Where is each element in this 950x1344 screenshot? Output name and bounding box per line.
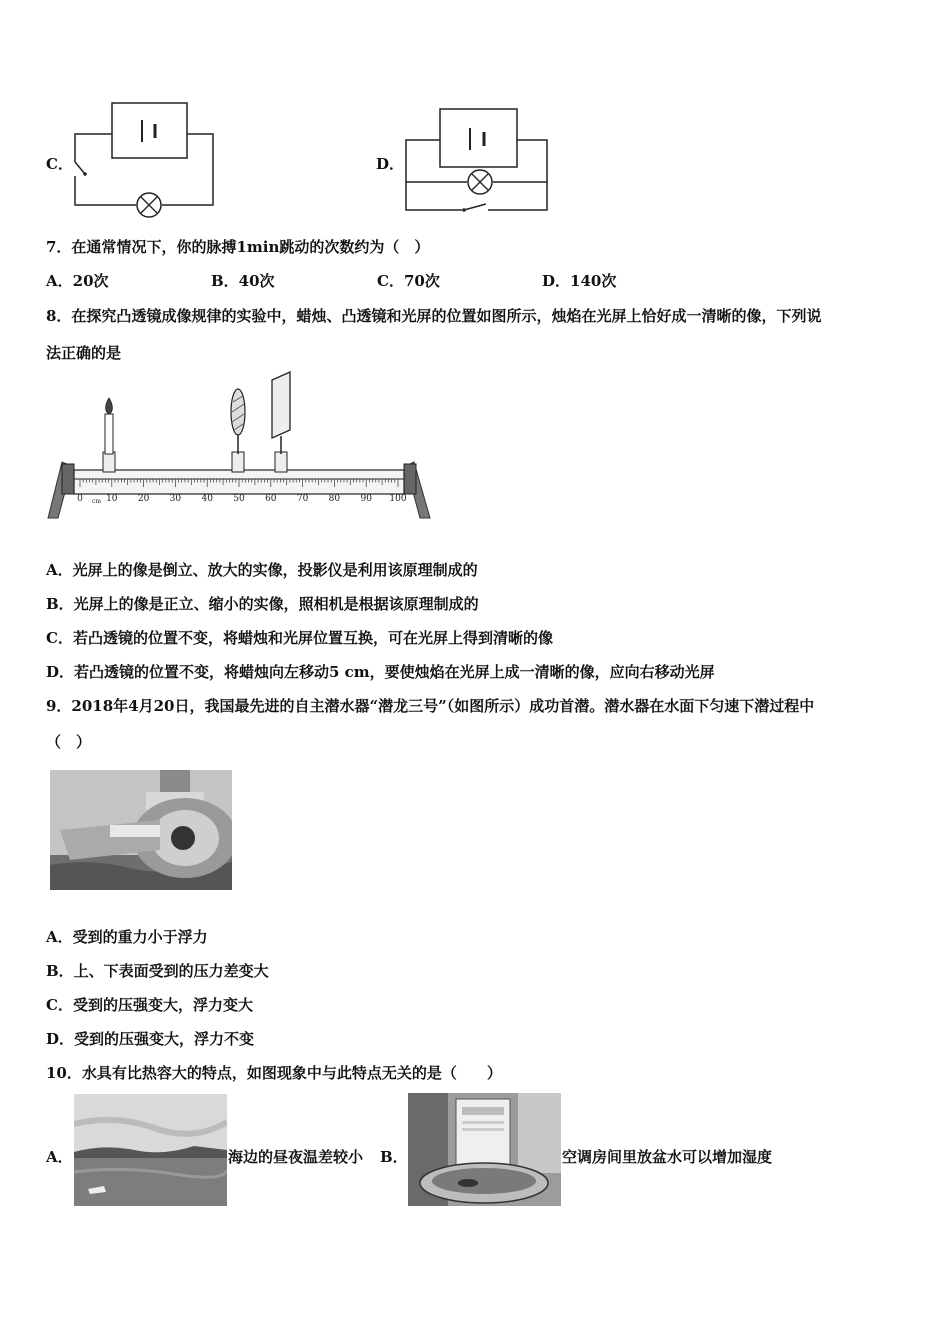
submersible-photo: [50, 770, 232, 890]
seaside-photo: [74, 1094, 227, 1206]
ruler-tick-label: 60: [265, 494, 277, 504]
ruler-tick-label: 50: [233, 494, 245, 504]
circuit-diagram-d: [400, 106, 552, 218]
ruler-tick-label: 0: [77, 494, 83, 504]
ruler-tick-label: 100: [389, 494, 407, 504]
ruler-tick-label: 80: [328, 494, 341, 504]
ruler-tick-label: 90: [360, 494, 372, 504]
ruler-unit-label: cm: [92, 498, 102, 505]
q6-option-c-label: C．: [46, 155, 73, 173]
optical-bench-diagram: [44, 370, 436, 522]
q8-option-d: D．若凸透镜的位置不变，将蜡烛向左移动5 cm，要使烛焰在光屏上成一清晰的像，应向右移动光屏: [46, 663, 715, 681]
q9-option-d: D．受到的压强变大，浮力不变: [46, 1030, 255, 1048]
q9-option-b: B．上、下表面受到的压力差变大: [46, 962, 269, 980]
ruler-tick-label: 30: [169, 494, 182, 504]
q7-option-a: A．20次: [46, 272, 109, 290]
q8-stem-line2: 法正确的是: [46, 344, 122, 362]
q10-option-b-text: 空调房间里放盆水可以增加湿度: [562, 1148, 773, 1166]
ruler-tick-label: 70: [296, 494, 309, 504]
q8-stem-line1: 8．在探究凸透镜成像规律的实验中，蜡烛、凸透镜和光屏的位置如图所示，烛焰在光屏上恰好成一清晰的像，下列说: [46, 307, 822, 325]
ruler-tick-label: 40: [201, 494, 213, 504]
q7-option-c: C．70次: [377, 272, 440, 290]
q7-option-b: B．40次: [211, 272, 275, 290]
q8-option-c: C．若凸透镜的位置不变，将蜡烛和光屏位置互换，可在光屏上得到清晰的像: [46, 629, 553, 647]
q10-option-b-label: B．: [380, 1148, 408, 1166]
air-conditioner-room-photo: [408, 1093, 561, 1206]
q10-stem: 10．水具有比热容大的特点，如图现象中与此特点无关的是（ ）: [46, 1064, 502, 1082]
q7-option-d: D．140次: [542, 272, 617, 290]
circuit-diagram-c: [70, 100, 220, 218]
ruler-tick-label: 10: [106, 494, 118, 504]
q9-option-c: C．受到的压强变大，浮力变大: [46, 996, 253, 1014]
q10-option-a-text: 海边的昼夜温差较小: [228, 1148, 364, 1166]
q9-stem-line2: （ ）: [46, 733, 92, 751]
q8-option-b: B．光屏上的像是正立、缩小的实像，照相机是根据该原理制成的: [46, 595, 479, 613]
q8-option-a: A．光屏上的像是倒立、放大的实像，投影仪是利用该原理制成的: [46, 561, 478, 579]
q10-option-a-label: A．: [46, 1148, 73, 1166]
q6-option-d-label: D．: [376, 155, 405, 173]
q7-stem: 7．在通常情况下，你的脉搏1min跳动的次数约为（ ）: [46, 238, 430, 256]
q9-option-a: A．受到的重力小于浮力: [46, 928, 208, 946]
q9-stem-line1: 9．2018年4月20日，我国最先进的自主潜水器“潜龙三号”（如图所示）成功首潜。潜水器在水面下匀速下潜过程中: [46, 697, 815, 715]
ruler-tick-label: 20: [137, 494, 150, 504]
